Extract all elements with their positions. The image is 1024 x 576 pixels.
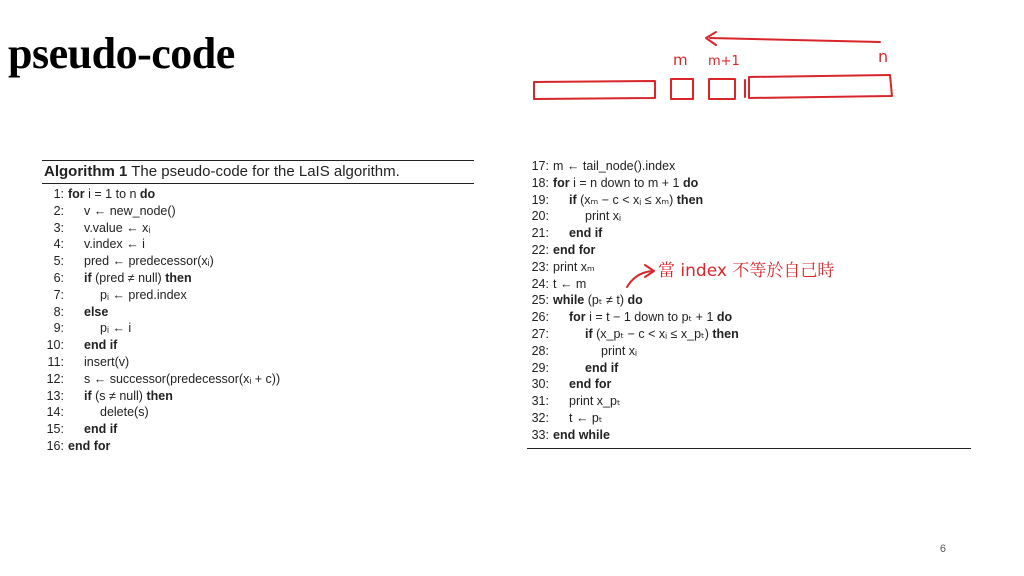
line-number: 2: xyxy=(53,203,64,218)
line-number: 25: xyxy=(531,293,549,308)
line-number: 23: xyxy=(531,259,549,274)
array-box-right xyxy=(749,75,892,98)
code-text: end if xyxy=(585,360,619,375)
page-number: 6 xyxy=(939,543,946,555)
line-number: 3: xyxy=(53,220,64,235)
line-number: 5: xyxy=(53,254,64,269)
code-text: s ← successor(predecessor(xᵢ + c)) xyxy=(84,371,281,386)
line-number: 33: xyxy=(531,427,549,442)
code-text: v.value ← xᵢ xyxy=(84,220,151,235)
label-n: n xyxy=(878,47,889,66)
arrow-line xyxy=(710,38,880,42)
code-text: t ← pₜ xyxy=(569,410,603,425)
code-text: m ← tail_node().index xyxy=(553,159,676,173)
line-number: 15: xyxy=(46,422,64,437)
line-number: 8: xyxy=(53,304,64,319)
line-number: 13: xyxy=(46,388,64,403)
line-number: 16: xyxy=(46,438,64,453)
line-number: 28: xyxy=(531,343,549,358)
code-text: v.index ← i xyxy=(84,237,145,252)
line-number: 31: xyxy=(531,394,549,409)
line-number: 4: xyxy=(53,237,64,252)
code-text: end for xyxy=(569,377,612,392)
code-text: pᵢ ← i xyxy=(100,321,132,336)
line-number: 19: xyxy=(531,192,549,207)
label-m-plus-1: m+1 xyxy=(708,54,740,69)
algorithm-caption-label: Algorithm 1 xyxy=(44,163,128,180)
page-title: pseudo-code xyxy=(8,29,235,78)
code-text: end while xyxy=(553,427,610,442)
line-number: 27: xyxy=(531,326,549,341)
code-text: end for xyxy=(553,242,596,257)
line-number: 14: xyxy=(46,405,64,420)
code-text: while (pₜ ≠ t) do xyxy=(553,293,643,308)
code-text: pᵢ ← pred.index xyxy=(100,287,187,302)
code-text: end if xyxy=(84,338,118,353)
code-text: v ← new_node() xyxy=(84,203,176,218)
line-number: 20: xyxy=(531,209,549,224)
code-text: if (xₘ − c < xᵢ ≤ xₘ) then xyxy=(569,192,704,207)
line-number: 7: xyxy=(53,287,64,302)
label-m: m xyxy=(673,51,688,69)
code-text: print xᵢ xyxy=(601,343,638,358)
line-number: 30: xyxy=(531,377,549,392)
line-number: 26: xyxy=(531,310,549,325)
code-text: print xₘ xyxy=(553,259,595,274)
line-number: 12: xyxy=(46,371,64,386)
code-text: insert(v) xyxy=(84,354,130,369)
code-text: delete(s) xyxy=(100,405,149,420)
code-text: for i = 1 to n do xyxy=(68,187,156,201)
code-text: if (x_pₜ − c < xᵢ ≤ x_pₜ) then xyxy=(585,326,739,341)
line-number: 18: xyxy=(531,175,549,190)
code-text: print xᵢ xyxy=(585,209,622,224)
line-number: 1: xyxy=(53,187,64,201)
code-text: end for xyxy=(68,438,111,453)
code-text: if (s ≠ null) then xyxy=(84,388,173,403)
line-number: 11: xyxy=(47,354,64,369)
code-text: print x_pₜ xyxy=(569,394,621,409)
annotation-note: 當 index 不等於自己時 xyxy=(658,261,835,281)
code-text: pred ← predecessor(xᵢ) xyxy=(84,254,214,269)
array-box-left xyxy=(534,81,655,99)
line-number: 29: xyxy=(531,360,549,375)
algorithm-caption-text: The pseudo-code for the LaIS algorithm. xyxy=(131,163,400,180)
array-box-m-plus-1 xyxy=(709,79,735,99)
line-number: 6: xyxy=(53,270,64,285)
line-number: 21: xyxy=(531,226,549,241)
array-box-m xyxy=(671,79,693,99)
code-text: end if xyxy=(569,226,603,241)
code-text: t ← m xyxy=(553,276,587,291)
line-number: 17: xyxy=(531,159,549,173)
code-text: for i = n down to m + 1 do xyxy=(553,175,699,190)
code-text: if (pred ≠ null) then xyxy=(84,270,192,285)
line-number: 22: xyxy=(531,242,549,257)
code-text: else xyxy=(84,304,109,319)
line-number: 24: xyxy=(531,276,549,291)
line-number: 32: xyxy=(531,410,549,425)
code-text: end if xyxy=(84,422,118,437)
line-number: 10: xyxy=(46,338,64,353)
code-text: for i = t − 1 down to pₜ + 1 do xyxy=(569,310,733,325)
line-number: 9: xyxy=(53,321,64,336)
